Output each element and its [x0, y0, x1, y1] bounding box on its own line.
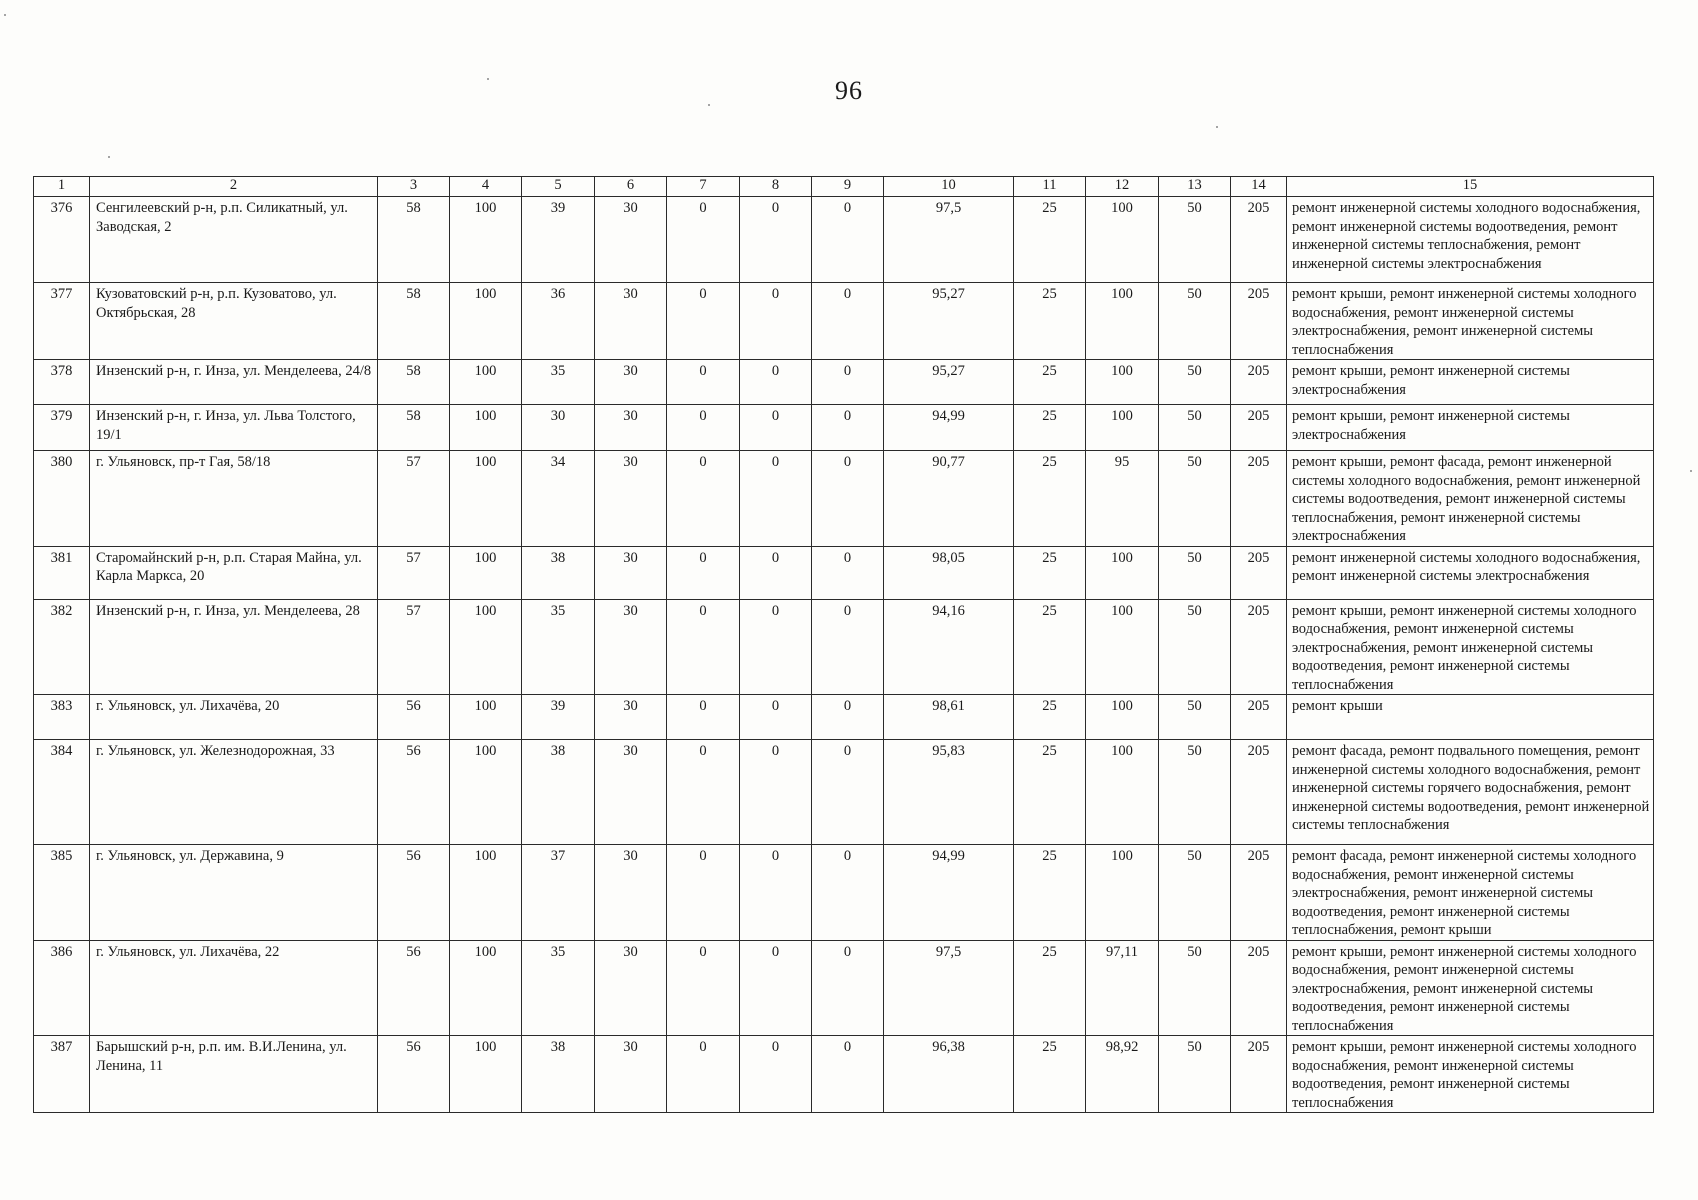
table-cell: 56 [378, 695, 450, 740]
works-cell: ремонт крыши, ремонт инженерной системы холодного водоснабжения, ремонт инженерной системы электроснабжения, ремонт инженерной системы теплоснабжения [1287, 283, 1654, 360]
table-cell: 0 [740, 940, 812, 1036]
table-cell: 50 [1159, 599, 1231, 695]
row-number-cell: 382 [34, 599, 90, 695]
table-cell: 30 [595, 360, 667, 405]
table-cell: 38 [522, 546, 595, 599]
table-cell: 50 [1159, 695, 1231, 740]
works-cell: ремонт инженерной системы холодного водоснабжения, ремонт инженерной системы водоотведения, ремонт инженерной системы теплоснабжения, ремонт инженерной системы электроснабжения [1287, 197, 1654, 283]
row-number-cell: 383 [34, 695, 90, 740]
table-cell: 58 [378, 283, 450, 360]
table-cell: 95,83 [884, 740, 1014, 845]
column-header: 9 [812, 177, 884, 197]
table-cell: 205 [1231, 940, 1287, 1036]
table-cell: 0 [667, 1036, 740, 1113]
row-number-cell: 381 [34, 546, 90, 599]
works-cell: ремонт инженерной системы холодного водоснабжения, ремонт инженерной системы электроснабжения [1287, 546, 1654, 599]
scan-speck [4, 14, 6, 16]
table-cell: 0 [667, 283, 740, 360]
table-cell: 98,92 [1086, 1036, 1159, 1113]
table-cell: 205 [1231, 1036, 1287, 1113]
table-cell: 97,5 [884, 940, 1014, 1036]
table-cell: 30 [595, 197, 667, 283]
table-cell: 0 [740, 740, 812, 845]
row-number-cell: 376 [34, 197, 90, 283]
table-cell: 205 [1231, 599, 1287, 695]
table-cell: 35 [522, 940, 595, 1036]
table-cell: 56 [378, 740, 450, 845]
address-cell: Инзенский р-н, г. Инза, ул. Менделеева, 28 [90, 599, 378, 695]
table-cell: 0 [667, 360, 740, 405]
column-header: 4 [450, 177, 522, 197]
row-number-cell: 380 [34, 451, 90, 547]
table-cell: 25 [1014, 546, 1086, 599]
table-cell: 205 [1231, 283, 1287, 360]
table-cell: 100 [450, 740, 522, 845]
table-row [34, 546, 1654, 599]
table-cell: 100 [450, 546, 522, 599]
table-header [34, 177, 1654, 197]
table-cell: 0 [740, 599, 812, 695]
table-cell: 0 [740, 1036, 812, 1113]
table-cell: 30 [595, 740, 667, 845]
table-cell: 30 [595, 283, 667, 360]
table-cell: 0 [667, 405, 740, 451]
column-header: 12 [1086, 177, 1159, 197]
column-header: 3 [378, 177, 450, 197]
table-cell: 205 [1231, 695, 1287, 740]
registry-table [33, 176, 1654, 1113]
table-cell: 100 [450, 451, 522, 547]
table-cell: 25 [1014, 740, 1086, 845]
table-cell: 100 [1086, 283, 1159, 360]
table-cell: 0 [667, 546, 740, 599]
table-body [34, 197, 1654, 1113]
table-cell: 0 [667, 197, 740, 283]
table-cell: 38 [522, 1036, 595, 1113]
table-cell: 100 [1086, 695, 1159, 740]
works-cell: ремонт фасада, ремонт инженерной системы холодного водоснабжения, ремонт инженерной системы электроснабжения, ремонт инженерной системы водоотведения, ремонт инженерной системы теплоснабжения, ремонт крыши [1287, 845, 1654, 941]
table-cell: 0 [667, 940, 740, 1036]
table-cell: 0 [740, 283, 812, 360]
table-cell: 58 [378, 197, 450, 283]
table-cell: 30 [595, 546, 667, 599]
table-cell: 25 [1014, 845, 1086, 941]
table-cell: 100 [450, 845, 522, 941]
scan-speck [1216, 126, 1218, 128]
table-cell: 96,38 [884, 1036, 1014, 1113]
table-cell: 0 [740, 197, 812, 283]
table-cell: 205 [1231, 845, 1287, 941]
works-cell: ремонт крыши, ремонт инженерной системы холодного водоснабжения, ремонт инженерной системы электроснабжения, ремонт инженерной системы водоотведения, ремонт инженерной системы теплоснабжения [1287, 940, 1654, 1036]
table-row [34, 1036, 1654, 1113]
table-cell: 30 [595, 599, 667, 695]
table-cell: 50 [1159, 1036, 1231, 1113]
table-cell: 30 [595, 1036, 667, 1113]
address-cell: г. Ульяновск, ул. Лихачёва, 22 [90, 940, 378, 1036]
table-cell: 25 [1014, 451, 1086, 547]
table-cell: 50 [1159, 197, 1231, 283]
table-cell: 95,27 [884, 360, 1014, 405]
table-cell: 56 [378, 1036, 450, 1113]
table-cell: 100 [1086, 740, 1159, 845]
table-cell: 50 [1159, 845, 1231, 941]
table-cell: 30 [595, 405, 667, 451]
column-header: 8 [740, 177, 812, 197]
table-row [34, 599, 1654, 695]
table-cell: 58 [378, 360, 450, 405]
table-cell: 100 [1086, 360, 1159, 405]
table-cell: 25 [1014, 695, 1086, 740]
table-cell: 100 [450, 360, 522, 405]
row-number-cell: 385 [34, 845, 90, 941]
works-cell: ремонт крыши, ремонт инженерной системы электроснабжения [1287, 360, 1654, 405]
works-cell: ремонт крыши, ремонт инженерной системы электроснабжения [1287, 405, 1654, 451]
table-cell: 94,99 [884, 405, 1014, 451]
table-cell: 50 [1159, 405, 1231, 451]
table-cell: 205 [1231, 546, 1287, 599]
table-cell: 30 [595, 845, 667, 941]
table-cell: 0 [740, 451, 812, 547]
table-cell: 98,05 [884, 546, 1014, 599]
table-cell: 100 [450, 599, 522, 695]
address-cell: Старомайнский р-н, р.п. Старая Майна, ул. Карла Маркса, 20 [90, 546, 378, 599]
table-cell: 38 [522, 740, 595, 845]
column-header: 6 [595, 177, 667, 197]
table-cell: 95 [1086, 451, 1159, 547]
table-cell: 25 [1014, 360, 1086, 405]
table-cell: 50 [1159, 283, 1231, 360]
table-cell: 25 [1014, 197, 1086, 283]
table-cell: 205 [1231, 360, 1287, 405]
table-cell: 97,11 [1086, 940, 1159, 1036]
column-header: 5 [522, 177, 595, 197]
table-cell: 0 [812, 451, 884, 547]
address-cell: г. Ульяновск, ул. Державина, 9 [90, 845, 378, 941]
table-cell: 57 [378, 599, 450, 695]
table-cell: 30 [595, 940, 667, 1036]
table-cell: 0 [667, 451, 740, 547]
table-cell: 95,27 [884, 283, 1014, 360]
row-number-cell: 378 [34, 360, 90, 405]
address-cell: Барышский р-н, р.п. им. В.И.Ленина, ул. Ленина, 11 [90, 1036, 378, 1113]
table-cell: 35 [522, 599, 595, 695]
table-cell: 0 [667, 695, 740, 740]
row-number-cell: 387 [34, 1036, 90, 1113]
scan-speck [487, 78, 489, 80]
table-cell: 205 [1231, 451, 1287, 547]
table-cell: 56 [378, 845, 450, 941]
column-number-row [34, 177, 1654, 197]
table-cell: 30 [595, 695, 667, 740]
table-cell: 36 [522, 283, 595, 360]
scan-speck [108, 156, 110, 158]
table-cell: 90,77 [884, 451, 1014, 547]
address-cell: Инзенский р-н, г. Инза, ул. Менделеева, 24/8 [90, 360, 378, 405]
table-cell: 0 [812, 845, 884, 941]
table-cell: 57 [378, 451, 450, 547]
table-cell: 100 [1086, 405, 1159, 451]
table-cell: 50 [1159, 940, 1231, 1036]
table-cell: 100 [450, 283, 522, 360]
scan-speck [708, 104, 710, 106]
table-cell: 25 [1014, 599, 1086, 695]
column-header: 7 [667, 177, 740, 197]
table-cell: 0 [812, 740, 884, 845]
column-header: 2 [90, 177, 378, 197]
row-number-cell: 386 [34, 940, 90, 1036]
column-header: 10 [884, 177, 1014, 197]
row-number-cell: 384 [34, 740, 90, 845]
works-cell: ремонт крыши, ремонт инженерной системы холодного водоснабжения, ремонт инженерной системы электроснабжения, ремонт инженерной системы водоотведения, ремонт инженерной системы теплоснабжения [1287, 599, 1654, 695]
table-cell: 205 [1231, 740, 1287, 845]
table-cell: 0 [812, 360, 884, 405]
table-cell: 0 [812, 940, 884, 1036]
table-cell: 25 [1014, 405, 1086, 451]
table-cell: 100 [1086, 197, 1159, 283]
address-cell: г. Ульяновск, пр-т Гая, 58/18 [90, 451, 378, 547]
table-cell: 100 [450, 1036, 522, 1113]
table-cell: 0 [812, 599, 884, 695]
table-cell: 100 [1086, 546, 1159, 599]
table-cell: 98,61 [884, 695, 1014, 740]
row-number-cell: 377 [34, 283, 90, 360]
table-cell: 205 [1231, 197, 1287, 283]
table-cell: 56 [378, 940, 450, 1036]
column-header: 14 [1231, 177, 1287, 197]
table-cell: 25 [1014, 1036, 1086, 1113]
table-cell: 0 [740, 845, 812, 941]
table-cell: 94,99 [884, 845, 1014, 941]
table-row [34, 405, 1654, 451]
table-cell: 0 [740, 405, 812, 451]
table-cell: 205 [1231, 405, 1287, 451]
table-cell: 100 [450, 405, 522, 451]
table-row [34, 451, 1654, 547]
table-cell: 0 [667, 845, 740, 941]
works-cell: ремонт крыши, ремонт инженерной системы холодного водоснабжения, ремонт инженерной системы водоотведения, ремонт инженерной системы теплоснабжения [1287, 1036, 1654, 1113]
table-cell: 34 [522, 451, 595, 547]
table-cell: 0 [667, 599, 740, 695]
table-row [34, 197, 1654, 283]
column-header: 13 [1159, 177, 1231, 197]
table-cell: 97,5 [884, 197, 1014, 283]
table-cell: 30 [595, 451, 667, 547]
table-row [34, 940, 1654, 1036]
table-cell: 50 [1159, 360, 1231, 405]
table-row [34, 695, 1654, 740]
table-cell: 50 [1159, 546, 1231, 599]
column-header: 15 [1287, 177, 1654, 197]
works-cell: ремонт фасада, ремонт подвального помещения, ремонт инженерной системы холодного водоснабжения, ремонт инженерной системы горячего водоснабжения, ремонт инженерной системы водоотведения, ремонт инженерной системы теплоснабжения [1287, 740, 1654, 845]
column-header: 11 [1014, 177, 1086, 197]
address-cell: Сенгилеевский р-н, р.п. Силикатный, ул. Заводская, 2 [90, 197, 378, 283]
table-cell: 0 [812, 1036, 884, 1113]
table-cell: 100 [450, 940, 522, 1036]
row-number-cell: 379 [34, 405, 90, 451]
table-cell: 0 [812, 695, 884, 740]
table-cell: 25 [1014, 283, 1086, 360]
table-cell: 0 [667, 740, 740, 845]
table-cell: 25 [1014, 940, 1086, 1036]
table-cell: 0 [740, 695, 812, 740]
table-cell: 50 [1159, 451, 1231, 547]
address-cell: Инзенский р-н, г. Инза, ул. Льва Толстого, 19/1 [90, 405, 378, 451]
works-cell: ремонт крыши, ремонт фасада, ремонт инженерной системы холодного водоснабжения, ремонт инженерной системы водоотведения, ремонт инженерной системы теплоснабжения, ремонт инженерной системы электроснабжения [1287, 451, 1654, 547]
table-cell: 39 [522, 197, 595, 283]
table-cell: 100 [450, 695, 522, 740]
table-row [34, 845, 1654, 941]
table-cell: 0 [812, 405, 884, 451]
table-cell: 100 [1086, 599, 1159, 695]
table-cell: 0 [812, 546, 884, 599]
table-cell: 100 [1086, 845, 1159, 941]
works-cell: ремонт крыши [1287, 695, 1654, 740]
table-row [34, 360, 1654, 405]
table-cell: 100 [450, 197, 522, 283]
column-header: 1 [34, 177, 90, 197]
table-cell: 0 [740, 546, 812, 599]
table-row [34, 283, 1654, 360]
table-cell: 37 [522, 845, 595, 941]
table-cell: 58 [378, 405, 450, 451]
table-cell: 39 [522, 695, 595, 740]
address-cell: г. Ульяновск, ул. Железнодорожная, 33 [90, 740, 378, 845]
scan-speck [1690, 470, 1692, 472]
table-cell: 0 [812, 283, 884, 360]
table-cell: 35 [522, 360, 595, 405]
page-number: 96 [835, 76, 863, 105]
table-cell: 30 [522, 405, 595, 451]
address-cell: Кузоватовский р-н, р.п. Кузоватово, ул. Октябрьская, 28 [90, 283, 378, 360]
table-cell: 50 [1159, 740, 1231, 845]
table-cell: 0 [812, 197, 884, 283]
table-cell: 57 [378, 546, 450, 599]
address-cell: г. Ульяновск, ул. Лихачёва, 20 [90, 695, 378, 740]
table-cell: 0 [740, 360, 812, 405]
table-row [34, 740, 1654, 845]
table-cell: 94,16 [884, 599, 1014, 695]
